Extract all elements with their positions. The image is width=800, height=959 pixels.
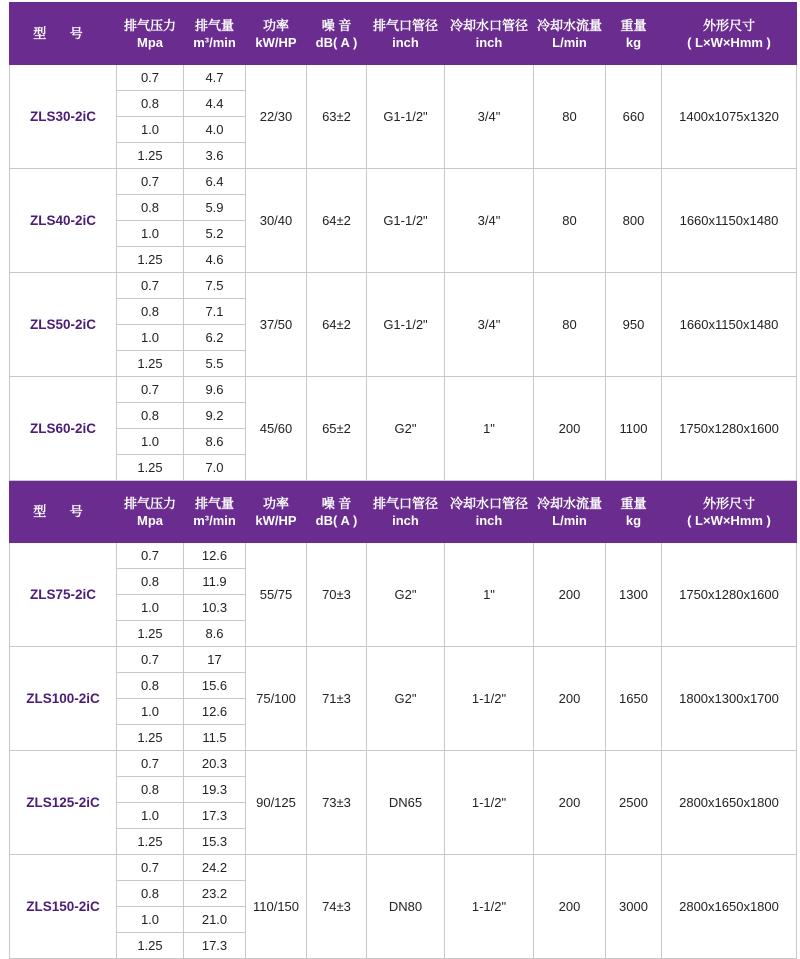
- header-line1: 重量: [620, 17, 647, 33]
- pressure-cell: 1.25: [117, 829, 184, 855]
- air-delivery-cell: 11.9: [184, 569, 246, 595]
- pressure-cell: 0.8: [117, 569, 184, 595]
- power-cell: 30/40: [246, 169, 307, 273]
- header-weight: [606, 3, 662, 65]
- pressure-cell: 1.25: [117, 143, 184, 169]
- air-delivery-cell: 4.4: [184, 91, 246, 117]
- outlet-size-cell: G1-1/2": [367, 169, 445, 273]
- dimensions-cell: 1750x1280x1600: [662, 377, 797, 481]
- header-line2: L/min: [552, 512, 587, 528]
- header-line2: inch: [475, 34, 503, 50]
- outlet-size-cell: G1-1/2": [367, 273, 445, 377]
- power-cell: 37/50: [246, 273, 307, 377]
- outlet-size-cell: G1-1/2": [367, 65, 445, 169]
- air-delivery-cell: 15.3: [184, 829, 246, 855]
- header-noise: [307, 481, 367, 543]
- pressure-cell: 1.25: [117, 933, 184, 959]
- outlet-size-cell: G2": [367, 647, 445, 751]
- noise-cell: 64±2: [307, 273, 367, 377]
- header-dimensions: [662, 3, 797, 65]
- power-cell: 110/150: [246, 855, 307, 959]
- pressure-cell: 0.8: [117, 195, 184, 221]
- model-name: ZLS40-2iC: [10, 169, 117, 273]
- header-power: [246, 481, 307, 543]
- model-name: ZLS75-2iC: [10, 543, 117, 647]
- header-line1: 型 号: [33, 26, 93, 41]
- pressure-cell: 0.7: [117, 647, 184, 673]
- model-name: ZLS30-2iC: [10, 65, 117, 169]
- header-air-delivery: [184, 3, 246, 65]
- pressure-cell: 1.0: [117, 595, 184, 621]
- table-row: [10, 647, 797, 673]
- model-name: ZLS100-2iC: [10, 647, 117, 751]
- header-line2: kW/HP: [255, 34, 297, 50]
- header-line1: 排气口管径: [372, 495, 438, 511]
- header-outlet-size: [367, 481, 445, 543]
- air-delivery-cell: 8.6: [184, 621, 246, 647]
- air-delivery-cell: 3.6: [184, 143, 246, 169]
- header-line2: m³/min: [193, 512, 236, 528]
- pressure-cell: 1.0: [117, 699, 184, 725]
- water-pipe-cell: 3/4": [445, 273, 534, 377]
- pressure-cell: 1.0: [117, 117, 184, 143]
- header-line2: L/min: [552, 34, 587, 50]
- pressure-cell: 0.8: [117, 881, 184, 907]
- model-name: ZLS50-2iC: [10, 273, 117, 377]
- pressure-cell: 0.8: [117, 403, 184, 429]
- weight-cell: 800: [606, 169, 662, 273]
- water-pipe-cell: 1-1/2": [445, 647, 534, 751]
- header-line1: 排气压力: [123, 495, 176, 511]
- header-pressure: [117, 481, 184, 543]
- pressure-cell: 1.25: [117, 247, 184, 273]
- header-row: [10, 3, 797, 65]
- header-line2: kW/HP: [255, 512, 297, 528]
- dimensions-cell: 1750x1280x1600: [662, 543, 797, 647]
- pressure-cell: 1.0: [117, 803, 184, 829]
- air-delivery-cell: 11.5: [184, 725, 246, 751]
- air-delivery-cell: 7.0: [184, 455, 246, 481]
- pressure-cell: 1.0: [117, 907, 184, 933]
- header-line2: ( L×W×Hmm ): [687, 512, 771, 528]
- power-cell: 45/60: [246, 377, 307, 481]
- noise-cell: 63±2: [307, 65, 367, 169]
- pressure-cell: 1.0: [117, 429, 184, 455]
- header-air-delivery: [184, 481, 246, 543]
- water-flow-cell: 200: [534, 647, 606, 751]
- weight-cell: 2500: [606, 751, 662, 855]
- header-line2: inch: [475, 512, 503, 528]
- header-line2: inch: [392, 512, 419, 528]
- air-delivery-cell: 17: [184, 647, 246, 673]
- pressure-cell: 0.7: [117, 751, 184, 777]
- header-line1: 噪 音: [321, 17, 352, 33]
- water-flow-cell: 80: [534, 65, 606, 169]
- pressure-cell: 0.7: [117, 65, 184, 91]
- air-delivery-cell: 9.2: [184, 403, 246, 429]
- outlet-size-cell: DN80: [367, 855, 445, 959]
- water-flow-cell: 80: [534, 169, 606, 273]
- air-delivery-cell: 23.2: [184, 881, 246, 907]
- header-line1: 排气口管径: [372, 17, 438, 33]
- header-line2: dB( A ): [315, 34, 358, 50]
- outlet-size-cell: G2": [367, 377, 445, 481]
- air-delivery-cell: 17.3: [184, 803, 246, 829]
- header-line1: 重量: [620, 495, 647, 511]
- pressure-cell: 1.0: [117, 221, 184, 247]
- header-water-pipe: [445, 481, 534, 543]
- dimensions-cell: 1660x1150x1480: [662, 169, 797, 273]
- header-line2: kg: [625, 512, 642, 528]
- weight-cell: 3000: [606, 855, 662, 959]
- header-water-flow: [534, 3, 606, 65]
- noise-cell: 74±3: [307, 855, 367, 959]
- header-line1: 功率: [262, 495, 289, 511]
- air-delivery-cell: 12.6: [184, 543, 246, 569]
- water-pipe-cell: 1-1/2": [445, 751, 534, 855]
- header-noise: [307, 3, 367, 65]
- outlet-size-cell: DN65: [367, 751, 445, 855]
- noise-cell: 70±3: [307, 543, 367, 647]
- air-delivery-cell: 17.3: [184, 933, 246, 959]
- dimensions-cell: 2800x1650x1800: [662, 751, 797, 855]
- air-delivery-cell: 12.6: [184, 699, 246, 725]
- spec-sheet: [9, 2, 796, 959]
- power-cell: 55/75: [246, 543, 307, 647]
- header-line1: 冷却水口管径: [449, 17, 528, 33]
- water-pipe-cell: 1-1/2": [445, 855, 534, 959]
- air-delivery-cell: 19.3: [184, 777, 246, 803]
- pressure-cell: 0.7: [117, 543, 184, 569]
- dimensions-cell: 1400x1075x1320: [662, 65, 797, 169]
- dimensions-cell: 1800x1300x1700: [662, 647, 797, 751]
- pressure-cell: 0.7: [117, 377, 184, 403]
- pressure-cell: 0.8: [117, 673, 184, 699]
- header-line2: kg: [625, 34, 642, 50]
- table-row: [10, 273, 797, 299]
- header-water-flow: [534, 481, 606, 543]
- header-line2: m³/min: [193, 34, 236, 50]
- water-flow-cell: 200: [534, 543, 606, 647]
- header-power: [246, 3, 307, 65]
- header-line1: 功率: [262, 17, 289, 33]
- noise-cell: 64±2: [307, 169, 367, 273]
- header-line2: inch: [392, 34, 419, 50]
- header-line1: 外形尺寸: [702, 17, 755, 33]
- weight-cell: 1300: [606, 543, 662, 647]
- header-line1: 排气量: [194, 17, 234, 33]
- air-delivery-cell: 20.3: [184, 751, 246, 777]
- header-outlet-size: [367, 3, 445, 65]
- spec-table: [9, 2, 797, 959]
- air-delivery-cell: 21.0: [184, 907, 246, 933]
- table-row: [10, 855, 797, 881]
- noise-cell: 65±2: [307, 377, 367, 481]
- pressure-cell: 0.7: [117, 169, 184, 195]
- water-flow-cell: 80: [534, 273, 606, 377]
- header-line1: 排气压力: [123, 17, 176, 33]
- air-delivery-cell: 4.0: [184, 117, 246, 143]
- pressure-cell: 1.25: [117, 725, 184, 751]
- header-line1: 冷却水流量: [536, 495, 602, 511]
- table-row: [10, 543, 797, 569]
- header-line1: 冷却水流量: [536, 17, 602, 33]
- weight-cell: 660: [606, 65, 662, 169]
- pressure-cell: 1.0: [117, 325, 184, 351]
- air-delivery-cell: 6.4: [184, 169, 246, 195]
- water-pipe-cell: 3/4": [445, 65, 534, 169]
- air-delivery-cell: 7.5: [184, 273, 246, 299]
- air-delivery-cell: 15.6: [184, 673, 246, 699]
- pressure-cell: 0.8: [117, 299, 184, 325]
- model-name: ZLS125-2iC: [10, 751, 117, 855]
- header-dimensions: [662, 481, 797, 543]
- air-delivery-cell: 10.3: [184, 595, 246, 621]
- air-delivery-cell: 5.2: [184, 221, 246, 247]
- air-delivery-cell: 9.6: [184, 377, 246, 403]
- table-row: [10, 65, 797, 91]
- air-delivery-cell: 7.1: [184, 299, 246, 325]
- air-delivery-cell: 4.6: [184, 247, 246, 273]
- header-line2: ( L×W×Hmm ): [687, 34, 771, 50]
- pressure-cell: 0.8: [117, 777, 184, 803]
- weight-cell: 950: [606, 273, 662, 377]
- pressure-cell: 0.8: [117, 91, 184, 117]
- air-delivery-cell: 4.7: [184, 65, 246, 91]
- weight-cell: 1650: [606, 647, 662, 751]
- pressure-cell: 1.25: [117, 621, 184, 647]
- water-flow-cell: 200: [534, 377, 606, 481]
- header-pressure: [117, 3, 184, 65]
- pressure-cell: 1.25: [117, 351, 184, 377]
- water-pipe-cell: 3/4": [445, 169, 534, 273]
- pressure-cell: 0.7: [117, 855, 184, 881]
- header-line2: Mpa: [137, 512, 163, 528]
- water-flow-cell: 200: [534, 751, 606, 855]
- power-cell: 75/100: [246, 647, 307, 751]
- table-row: [10, 169, 797, 195]
- header-line1: 外形尺寸: [702, 495, 755, 511]
- header-line1: 型 号: [33, 504, 93, 519]
- water-pipe-cell: 1": [445, 543, 534, 647]
- header-water-pipe: [445, 3, 534, 65]
- air-delivery-cell: 5.5: [184, 351, 246, 377]
- dimensions-cell: 1660x1150x1480: [662, 273, 797, 377]
- header-row: [10, 481, 797, 543]
- header-line1: 冷却水口管径: [449, 495, 528, 511]
- noise-cell: 71±3: [307, 647, 367, 751]
- table-row: [10, 751, 797, 777]
- header-model: [10, 481, 117, 543]
- table-row: [10, 377, 797, 403]
- noise-cell: 73±3: [307, 751, 367, 855]
- header-line1: 噪 音: [321, 495, 352, 511]
- header-model: [10, 3, 117, 65]
- power-cell: 90/125: [246, 751, 307, 855]
- air-delivery-cell: 5.9: [184, 195, 246, 221]
- water-flow-cell: 200: [534, 855, 606, 959]
- pressure-cell: 1.25: [117, 455, 184, 481]
- model-name: ZLS60-2iC: [10, 377, 117, 481]
- air-delivery-cell: 24.2: [184, 855, 246, 881]
- outlet-size-cell: G2": [367, 543, 445, 647]
- water-pipe-cell: 1": [445, 377, 534, 481]
- air-delivery-cell: 8.6: [184, 429, 246, 455]
- dimensions-cell: 2800x1650x1800: [662, 855, 797, 959]
- header-line2: Mpa: [137, 34, 163, 50]
- pressure-cell: 0.7: [117, 273, 184, 299]
- weight-cell: 1100: [606, 377, 662, 481]
- model-name: ZLS150-2iC: [10, 855, 117, 959]
- air-delivery-cell: 6.2: [184, 325, 246, 351]
- header-line1: 排气量: [194, 495, 234, 511]
- header-line2: dB( A ): [315, 512, 358, 528]
- power-cell: 22/30: [246, 65, 307, 169]
- header-weight: [606, 481, 662, 543]
